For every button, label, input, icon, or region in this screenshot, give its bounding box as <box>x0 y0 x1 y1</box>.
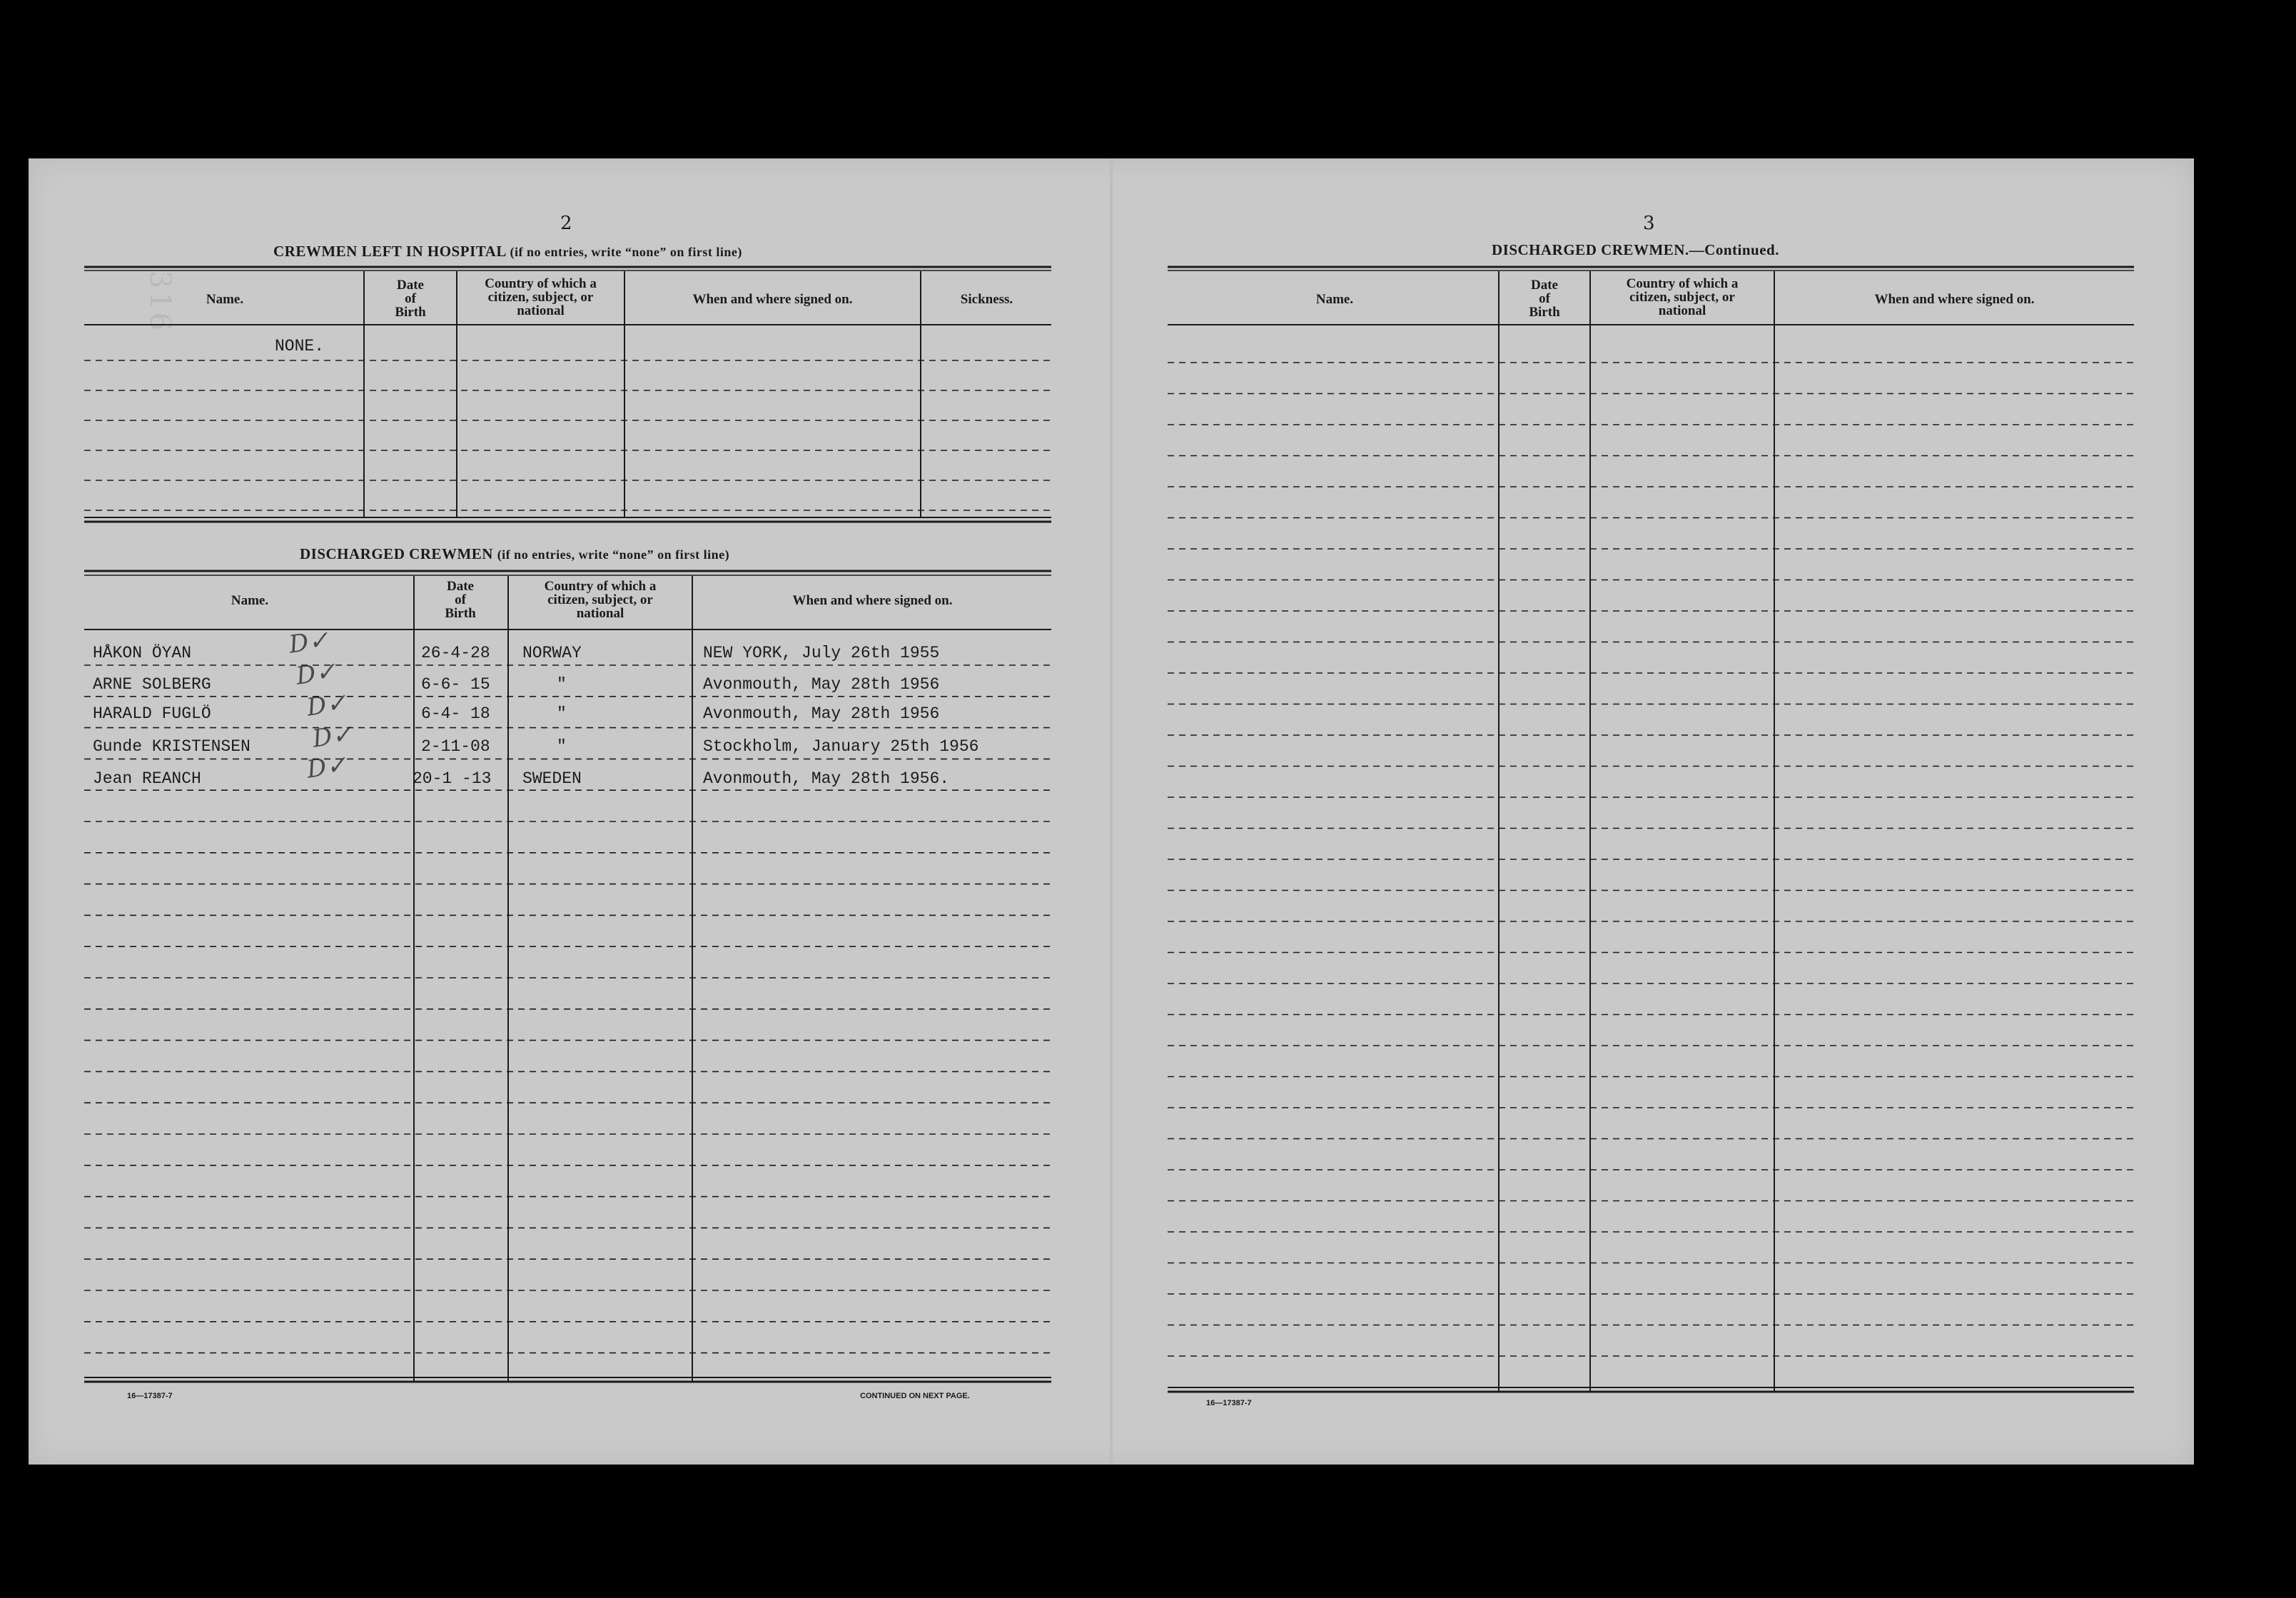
crew-name: Gunde KRISTENSEN <box>93 737 251 756</box>
page-number: 2 <box>560 213 572 234</box>
handwritten-mark: D✓ <box>310 719 355 754</box>
right-header-signed: When and where signed on. <box>1874 292 2035 307</box>
hdr-country-line1: Country of which a <box>1626 276 1739 291</box>
hospital-title-note: (if no entries, write “none” on first line) <box>510 245 742 259</box>
continued-note: CONTINUED ON NEXT PAGE. <box>860 1392 970 1400</box>
right-header-name: Name. <box>1315 292 1354 307</box>
handwritten-mark: D✓ <box>294 657 338 691</box>
hdr-dob-line3: Birth <box>1529 305 1560 320</box>
crew-dob: 20-1 -13 <box>413 769 492 788</box>
handwritten-mark: D✓ <box>287 625 331 659</box>
crew-country: " <box>557 704 567 723</box>
handwritten-mark: D✓ <box>305 750 349 784</box>
crew-country: SWEDEN <box>522 769 582 788</box>
crew-name: Jean REANCH <box>93 769 201 788</box>
crew-dob: 2-11-08 <box>421 737 490 756</box>
discharged-title-text: DISCHARGED CREWMEN <box>300 545 493 562</box>
hdr-country-line3: national <box>576 606 624 621</box>
hdr-dob-line3: Birth <box>395 305 426 320</box>
crew-signed-on: Avonmouth, May 28th 1956 <box>703 675 940 694</box>
hdr-country-line3: national <box>1658 303 1706 318</box>
hdr-dob-line2: of <box>405 291 416 306</box>
crew-dob: 6-4- 18 <box>421 704 490 723</box>
discharged-header-signed: When and where signed on. <box>792 593 953 608</box>
discharged-header-name: Name. <box>231 593 269 608</box>
hdr-dob-line3: Birth <box>445 606 476 621</box>
hdr-country-line2: citizen, subject, or <box>1629 290 1735 305</box>
crew-name: HÅKON ÖYAN <box>93 644 192 662</box>
crew-signed-on: Avonmouth, May 28th 1956 <box>703 704 940 723</box>
crew-signed-on: Stockholm, January 25th 1956 <box>703 737 979 756</box>
crew-name: ARNE SOLBERG <box>93 675 211 694</box>
hospital-none-entry: NONE. <box>275 337 325 355</box>
hospital-header-name: Name. <box>206 292 244 307</box>
hdr-dob-line1: Date <box>447 579 474 594</box>
hospital-header-sickness: Sickness. <box>960 292 1013 307</box>
bleed-through-number: 316 <box>143 270 177 334</box>
hdr-country-line1: Country of which a <box>485 276 597 291</box>
crew-country: NORWAY <box>522 644 582 662</box>
crew-country: " <box>557 675 567 694</box>
crew-name: HARALD FUGLÖ <box>93 704 211 723</box>
page-number: 3 <box>1643 213 1655 234</box>
hdr-country-line2: citizen, subject, or <box>487 290 594 305</box>
hdr-dob-line2: of <box>1539 291 1550 306</box>
hdr-country-line2: citizen, subject, or <box>547 592 653 607</box>
hospital-header-signed: When and where signed on. <box>692 292 853 307</box>
crew-dob: 26-4-28 <box>421 644 490 662</box>
hdr-dob-line2: of <box>455 592 466 607</box>
crew-dob: 6-6- 15 <box>421 675 490 694</box>
crew-signed-on: Avonmouth, May 28th 1956. <box>703 769 950 788</box>
handwritten-mark: D✓ <box>305 688 349 722</box>
hdr-dob-line1: Date <box>1531 278 1558 293</box>
form-number: 16—17387-7 <box>127 1392 173 1400</box>
crew-country: " <box>557 737 567 756</box>
hdr-dob-line1: Date <box>397 278 424 293</box>
discharged-title-note: (if no entries, write “none” on first line) <box>497 547 730 562</box>
hdr-country-line1: Country of which a <box>544 579 657 594</box>
form-number: 16—17387-7 <box>1206 1399 1252 1407</box>
right-section-title: DISCHARGED CREWMEN.—Continued. <box>1492 241 1779 258</box>
hdr-country-line3: national <box>517 303 565 318</box>
crew-signed-on: NEW YORK, July 26th 1955 <box>703 644 940 662</box>
hospital-title-text: CREWMEN LEFT IN HOSPITAL <box>273 243 506 260</box>
